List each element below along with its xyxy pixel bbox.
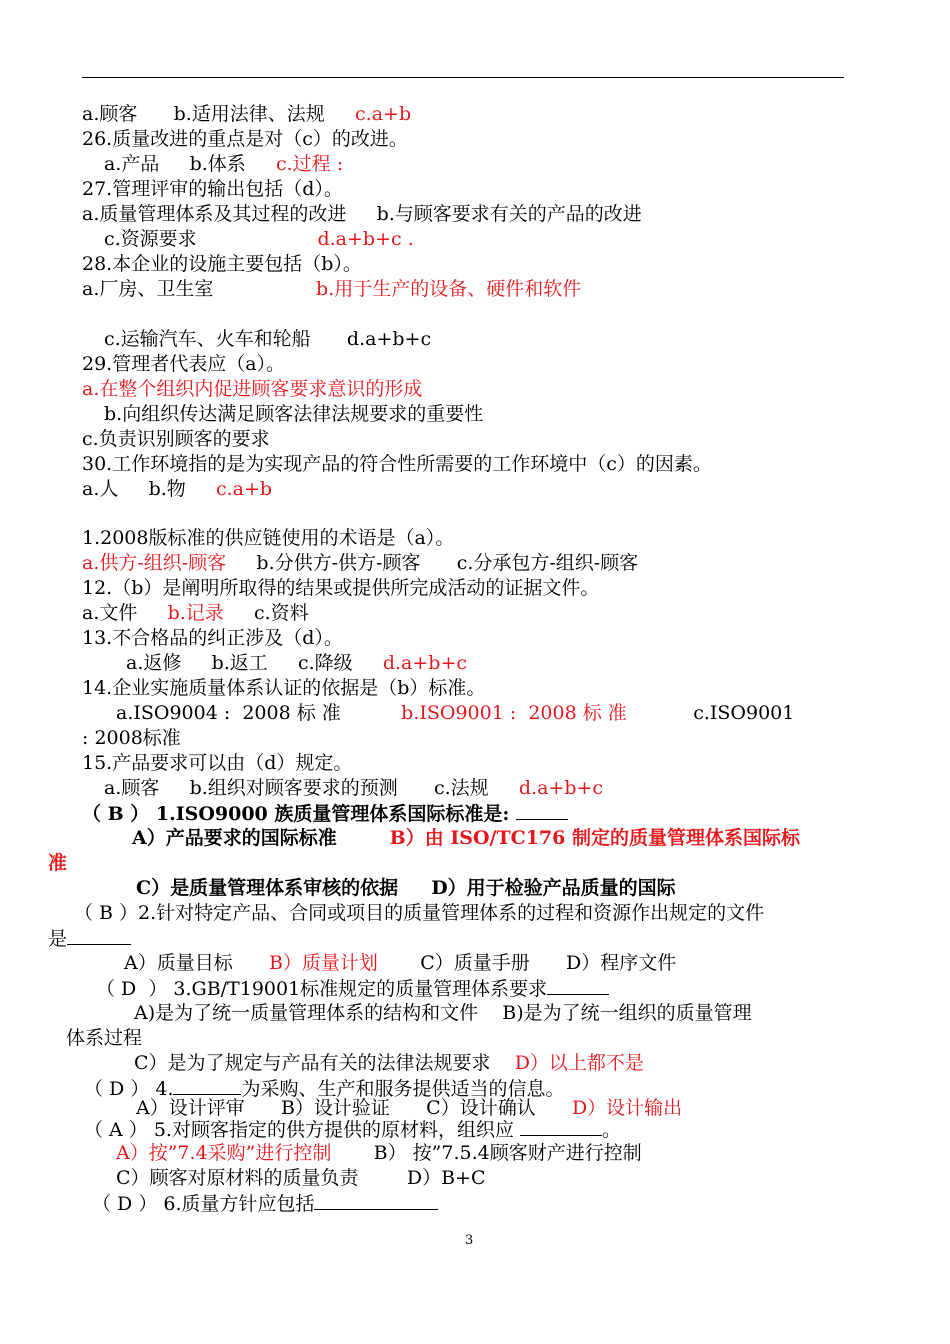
answer-text: d.a+b+c [518, 777, 604, 799]
text-line [116, 1141, 642, 1165]
question-text: b.向组织传达满足顾客法律法规要求的重要性 [104, 403, 484, 425]
question-text: C）质量手册 D）程序文件 [377, 952, 677, 974]
question-text: B） 按”7.5.4顾客财产进行控制 [331, 1142, 642, 1164]
question-text: a.顾客 b.组织对顾客要求的预测 c.法规 [104, 777, 519, 799]
header-rule [82, 77, 844, 78]
question-text: c.资源要求 [104, 228, 318, 250]
question-text: 29.管理者代表应（a）。 [82, 353, 286, 375]
text-line [82, 477, 272, 501]
text-line [82, 551, 638, 575]
text-line [104, 776, 603, 800]
question-text: c.负责识别顾客的要求 [82, 428, 270, 450]
answer-blank [547, 976, 609, 995]
text-line [104, 227, 414, 251]
answer-text: D）以上都不是 [514, 1052, 644, 1074]
text-line [82, 601, 309, 625]
question-text: 26.质量改进的重点是对（c）的改进。 [82, 128, 408, 150]
text-line [82, 676, 485, 700]
answer-text: b.ISO9001 : 2008 标 准 [401, 702, 627, 724]
text-line [132, 826, 800, 850]
question-text: 30.工作环境指的是为实现产品的符合性所需要的工作环境中（c）的因素。 [82, 453, 712, 475]
question-text: （ A ） 5.对顾客指定的供方提供的原材料，组织应 [84, 1119, 521, 1141]
text-line [116, 701, 794, 725]
question-text: A）设计评审 B）设计验证 C）设计确认 [136, 1097, 572, 1119]
text-line [104, 152, 343, 176]
text-line [74, 901, 764, 925]
text-line [84, 1117, 621, 1142]
question-text: A）产品要求的国际标准 [132, 827, 390, 849]
text-line [48, 851, 67, 875]
text-line [82, 526, 454, 550]
question-text: 13.不合格品的纠正涉及（d）。 [82, 627, 343, 649]
question-text: 27.管理评审的输出包括（d）。 [82, 178, 343, 200]
text-line [82, 452, 712, 476]
question-text: A）质量目标 [124, 952, 269, 974]
answer-text: c.a+b [215, 478, 273, 500]
question-text: （ D ） 3.GB/T19001标准规定的质量管理体系要求 [96, 978, 548, 1000]
question-text: （ D ） 6.质量方针应包括 [92, 1193, 315, 1215]
question-text: 1.2008版标准的供应链使用的术语是（a）。 [82, 527, 455, 549]
text-line [82, 352, 285, 376]
answer-text: c.过程 : [275, 153, 344, 175]
question-text: 12.（b）是阐明所取得的结果或提供所完成活动的证据文件。 [82, 577, 600, 599]
question-text: C）是为了规定与产品有关的法律法规要求 [134, 1052, 515, 1074]
answer-text: d.a+b+c . [317, 228, 414, 250]
answer-text: B）质量计划 [268, 952, 378, 974]
question-text: 15.产品要求可以由（d）规定。 [82, 752, 353, 774]
answer-blank [516, 801, 568, 820]
text-line [134, 1001, 752, 1025]
answer-text: d.a+b+c [382, 652, 468, 674]
text-line [82, 127, 408, 151]
question-text: C）顾客对原材料的质量负责 D）B+C [116, 1167, 486, 1189]
answer-blank [520, 1117, 602, 1136]
text-line [82, 427, 270, 451]
text-line [104, 327, 431, 351]
text-line [134, 1051, 644, 1075]
answer-blank [173, 1076, 241, 1095]
text-line [82, 277, 581, 301]
answer-text: a.在整个组织内促进顾客要求意识的形成 [82, 378, 423, 400]
question-text: a.文件 [82, 602, 168, 624]
answer-text: b.记录 [167, 602, 224, 624]
question-text: （ D ） 4. [84, 1078, 174, 1100]
text-line [82, 626, 343, 650]
question-text: a.质量管理体系及其过程的改进 b.与顾客要求有关的产品的改进 [82, 203, 642, 225]
text-line [82, 102, 411, 126]
text-line [82, 801, 568, 826]
question-text: a.人 b.物 [82, 478, 216, 500]
question-text: a.产品 b.体系 [104, 153, 276, 175]
answer-text: 准 [48, 852, 68, 874]
question-text: 28.本企业的设施主要包括（b）。 [82, 253, 362, 275]
text-line [126, 651, 467, 675]
page-number: 3 [465, 1233, 474, 1248]
text-line [82, 751, 352, 775]
question-text: 为采购、生产和服务提供适当的信息。 [241, 1078, 565, 1100]
answer-text: D）设计输出 [571, 1097, 683, 1119]
text-line [48, 926, 131, 951]
question-text: C）是质量管理体系审核的依据 D）用于检验产品质量的国际 [136, 877, 676, 899]
text-line [104, 402, 483, 426]
text-line [82, 576, 599, 600]
text-line [96, 976, 609, 1001]
text-line [82, 377, 422, 401]
answer-text: A）按”7.4采购”进行控制 [116, 1142, 332, 1164]
question-text: a.ISO9004 : 2008 标 准 [116, 702, 402, 724]
answer-blank [314, 1191, 438, 1210]
question-text: 14.企业实施质量体系认证的依据是（b）标准。 [82, 677, 486, 699]
text-line [82, 202, 642, 226]
text-line [82, 177, 343, 201]
answer-text: B）由 ISO/TC176 制定的质量管理体系国际标 [389, 827, 800, 849]
question-text: A)是为了统一质量管理体系的结构和文件 B)是为了统一组织的质量管理 [134, 1002, 752, 1024]
question-text: b.分供方-供方-顾客 c.分承包方-组织-顾客 [226, 552, 639, 574]
text-line [124, 951, 676, 975]
answer-blank [67, 926, 131, 945]
question-text: c.运输汽车、火车和轮船 d.a+b+c [104, 328, 432, 350]
question-text: c.资料 [223, 602, 309, 624]
question-text: （ B ）2.针对特定产品、合同或项目的质量管理体系的过程和资源作出规定的文件 [74, 902, 765, 924]
question-text: a.顾客 b.适用法律、法规 [82, 103, 356, 125]
question-text: c.ISO9001 [626, 702, 795, 724]
question-text: 是 [48, 928, 68, 950]
text-line [92, 1191, 438, 1216]
text-line [66, 1026, 142, 1050]
text-line [136, 876, 676, 900]
answer-text: a.供方-组织-顾客 [82, 552, 227, 574]
question-text: a.厂房、卫生室 [82, 278, 317, 300]
question-text: 体系过程 [66, 1027, 143, 1049]
question-text: a.返修 b.返工 c.降级 [126, 652, 383, 674]
question-text: （ B ） 1.ISO9000 族质量管理体系国际标准是: [82, 803, 517, 825]
answer-text: c.a+b [355, 103, 412, 125]
text-line [116, 1166, 486, 1190]
text-line [82, 252, 362, 276]
text-line [82, 726, 181, 750]
question-text: 。 [602, 1119, 622, 1141]
question-text: : 2008标准 [82, 727, 181, 749]
answer-text: b.用于生产的设备、硬件和软件 [316, 278, 582, 300]
